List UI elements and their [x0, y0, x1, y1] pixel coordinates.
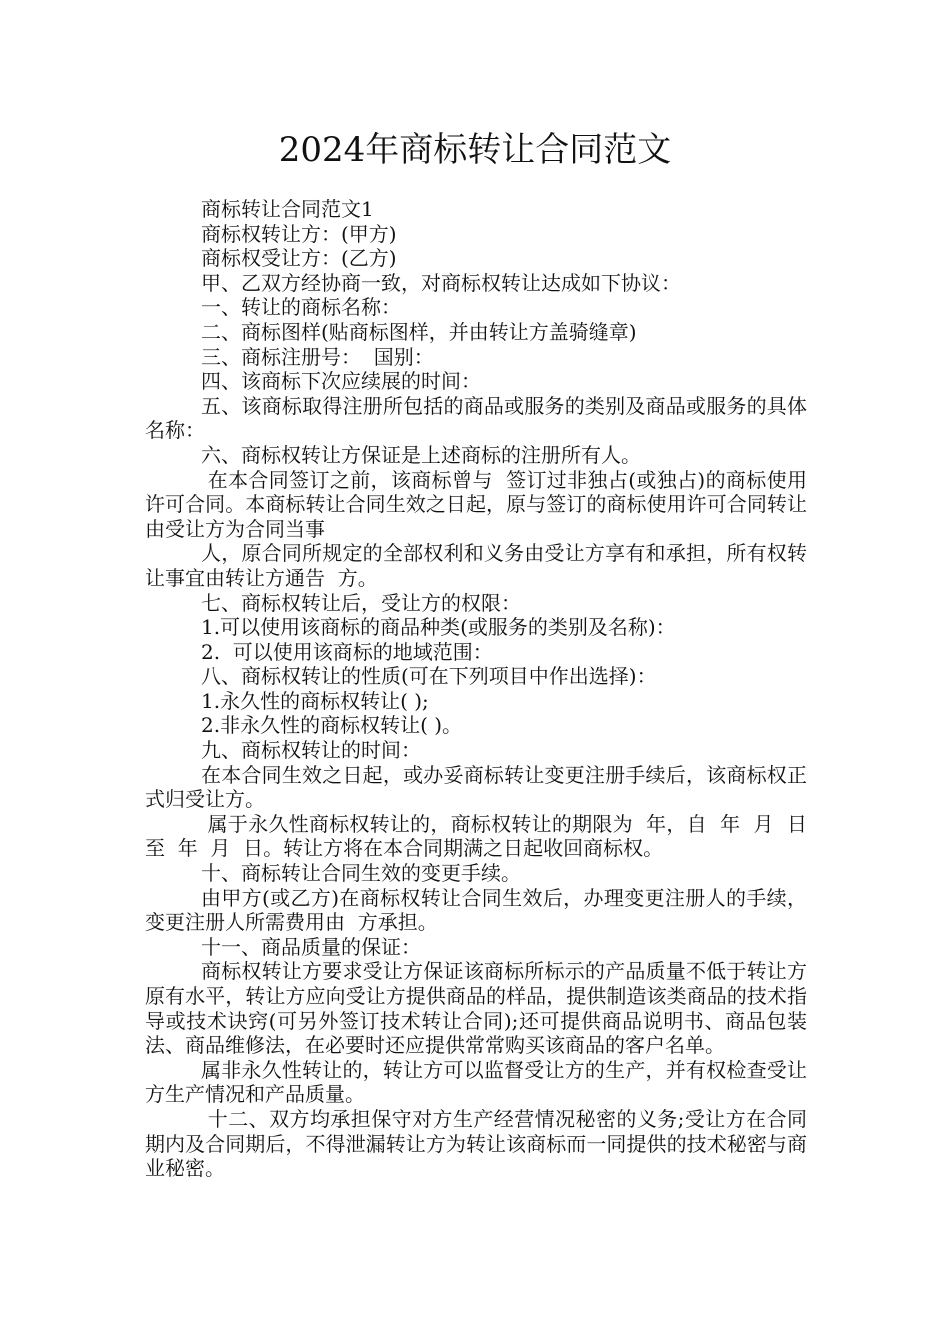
clause-9-term: 属于永久性商标权转让的，商标权转让的期限为 年，自 年 月 日至 年 月 日。转让方将在本合同期满之日起收回商标权。	[145, 811, 807, 861]
clause-6-rights-note: 人，原合同所规定的全部权利和义务由受让方享有和承担，所有权转让事宜由转让方通告 方。	[145, 541, 807, 590]
transferor-line: 商标权转让方：(甲方)	[201, 221, 397, 246]
clause-10-procedure: 由甲方(或乙方)在商标权转让合同生效后，办理变更注册人的手续，变更注册人所需费用由 方承担。	[145, 885, 807, 935]
clause-8: 八、商标权转让的性质(可在下列项目中作出选择)：	[201, 664, 657, 689]
agreement-intro: 甲、乙双方经协商一致，对商标权转让达成如下协议：	[201, 270, 681, 295]
clause-6-license-note: 在本合同签订之前，该商标曾与 签订过非独占(或独占)的商标使用许可合同。本商标转让合同生效之日起，原与签订的商标使用许可合同转让由受让方为合同当事	[145, 467, 807, 541]
clause-9-effective: 在本合同生效之日起，或办妥商标转让变更注册手续后，该商标权正式归受让方。	[145, 762, 807, 812]
clause-5: 五、该商标取得注册所包括的商品或服务的类别及商品或服务的具体名称：	[145, 393, 807, 443]
clause-11-supervision: 属非永久性转让的，转让方可以监督受让方的生产，并有权检查受让方生产情况和产品质量。	[145, 1057, 807, 1107]
clause-1: 一、转让的商标名称：	[201, 295, 401, 320]
transferee-line: 商标权受让方：(乙方)	[201, 246, 397, 271]
clause-7-item-2: 2. 可以使用该商标的地域范围：	[201, 639, 493, 664]
clause-6: 六、商标权转让方保证是上述商标的注册所有人。	[201, 442, 641, 467]
clause-10: 十、商标转让合同生效的变更手续。	[201, 861, 521, 886]
clause-2: 二、商标图样(贴商标图样，并由转让方盖骑缝章)	[201, 319, 637, 344]
clause-12: 十二、双方均承担保守对方生产经营情况秘密的义务;受让方在合同期内及合同期后，不得泄漏转让方为转让该商标而一同提供的技术秘密与商业秘密。	[145, 1106, 807, 1181]
clause-11: 十一、商品质量的保证：	[201, 934, 421, 959]
clause-3: 三、商标注册号： 国别：	[201, 344, 434, 369]
document-body	[145, 197, 807, 1181]
clause-8-item-2: 2.非永久性的商标权转让( )。	[201, 713, 463, 738]
clause-7: 七、商标权转让后，受让方的权限：	[201, 590, 521, 615]
clause-9: 九、商标权转让的时间：	[201, 738, 421, 763]
clause-4: 四、该商标下次应续展的时间：	[201, 369, 481, 394]
clause-8-item-1: 1.永久性的商标权转让( );	[201, 688, 429, 713]
clause-11-quality: 商标权转让方要求受让方保证该商标所标示的产品质量不低于转让方原有水平，转让方应向受让方提供商品的样品，提供制造该类商品的技术指导或技术诀窍(可另外签订技术转让合同);还可提供商品说明书、商品包装法、商品维修法，在必要时还应提供常常购买该商品的客户名单。	[145, 959, 807, 1058]
clause-7-item-1: 1.可以使用该商标的商品种类(或服务的类别及名称)：	[201, 615, 676, 640]
document-title: 2024年商标转让合同范文	[278, 130, 672, 170]
contract-heading: 商标转让合同范文1	[201, 197, 374, 221]
